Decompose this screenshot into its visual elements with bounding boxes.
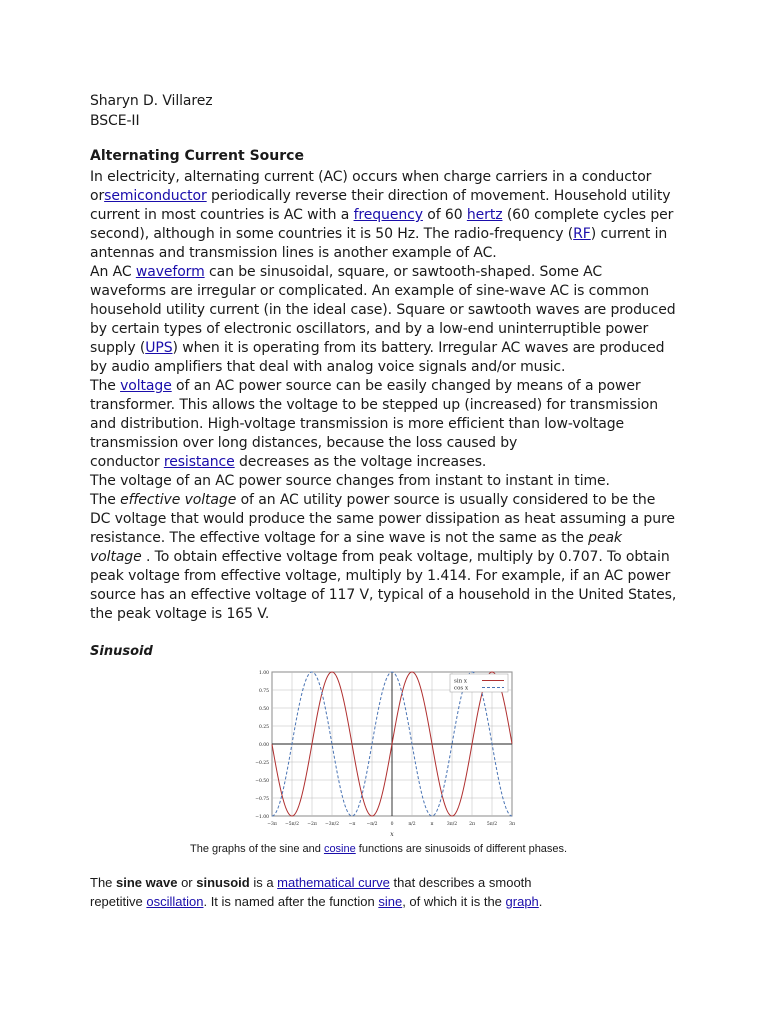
text-line: An AC waveform can be sinusoidal, square, or sawtooth-shaped. Some AC: [90, 264, 603, 280]
text-line: by certain types of electronic oscillators, and by a low-end uninterruptible power: [90, 321, 649, 337]
mathematical-curve-link[interactable]: mathematical curve: [277, 875, 390, 890]
course-label: BSCE-II: [90, 112, 140, 129]
text-line: second), although in some countries it is 50 Hz. The radio-frequency (RF) current in: [90, 226, 668, 242]
text-line: source has an effective voltage of 117 V, typical of a household in the United States,: [90, 587, 677, 603]
text-line: The sine wave or sinusoid is a mathematical curve that describes a smooth: [90, 875, 532, 890]
author-block: [90, 92, 680, 131]
legend-label: cos x: [454, 685, 469, 692]
y-tick-label: −0.75: [255, 797, 269, 802]
text-line: The voltage of an AC power source changes from instant to instant in time.: [90, 473, 610, 489]
text-line: and distribution. High-voltage transmission is more efficient than low-voltage: [90, 416, 625, 432]
resistance-link[interactable]: resistance: [163, 454, 235, 470]
document-title: Alternating Current Source: [90, 148, 304, 164]
text-line: waveforms are irregular or complicated. An example of sine-wave AC is common: [90, 283, 650, 299]
text-line: DC voltage that would produce the same power dissipation as heat assuming a pure: [90, 511, 675, 527]
x-tick-label: 3π/2: [446, 822, 458, 827]
section-heading-sinusoid: Sinusoid: [90, 644, 153, 659]
rf-link[interactable]: RF: [573, 226, 591, 242]
text-line: the peak voltage is 165 V.: [90, 606, 270, 622]
text-line: orsemiconductor periodically reverse their direction of movement. Household utility: [90, 188, 671, 204]
cosine-link[interactable]: cosine: [323, 843, 356, 855]
graph-link[interactable]: graph: [505, 894, 539, 909]
text-line: The voltage of an AC power source can be easily changed by means of a power: [90, 378, 641, 394]
text-line: The effective voltage of an AC utility power source is usually considered to be the: [90, 492, 656, 508]
text-line: resistance. The effective voltage for a sine wave is not the same as the peak: [90, 530, 622, 546]
frequency-link[interactable]: frequency: [353, 207, 423, 223]
author-name: Sharyn D. Villarez: [90, 93, 213, 109]
x-tick-label: 2π: [469, 822, 475, 827]
x-tick-label: π: [430, 822, 434, 827]
text-line: by audio amplifiers that deal with analog voice signals and/or music.: [90, 359, 566, 375]
x-tick-label: −2π: [307, 822, 317, 827]
text-line: peak voltage from effective voltage, multiply by 1.414. For example, if an AC power: [90, 568, 671, 584]
legend-label: sin x: [454, 678, 467, 685]
x-tick-label: π/2: [408, 822, 416, 827]
y-tick-label: 0.50: [258, 707, 269, 712]
x-tick-label: 3π: [509, 822, 515, 827]
text-line: supply (UPS) when it is operating from its battery. Irregular AC waves are produced: [90, 340, 665, 356]
text-line: household utility current (in the ideal case). Square or sawtooth waves are produced: [90, 302, 676, 318]
body-content: [90, 168, 680, 624]
x-tick-label: −3π/2: [325, 822, 339, 827]
text-line: antennas and transmission lines is another example of AC.: [90, 245, 497, 261]
x-tick-label: −5π/2: [285, 822, 299, 827]
y-tick-label: 1.00: [258, 671, 269, 676]
text-line: repetitive oscillation. It is named after the function sine, of which it is the graph.: [90, 894, 543, 909]
text-line: current in most countries is AC with a frequency of 60 hertz (60 complete cycles per: [90, 207, 674, 223]
y-tick-label: 0.75: [258, 689, 269, 694]
y-tick-label: 0.00: [258, 743, 269, 748]
voltage-link[interactable]: voltage: [120, 378, 172, 394]
x-axis-label: x: [390, 831, 394, 838]
text-line: transmission over long distances, because the loss caused by: [90, 435, 518, 451]
text-line: conductor resistance decreases as the voltage increases.: [90, 454, 487, 470]
sine-cosine-chart: [250, 664, 520, 840]
semiconductor-link[interactable]: semiconductor: [104, 188, 207, 204]
ups-link[interactable]: UPS: [145, 340, 173, 356]
x-tick-label: 0: [390, 822, 394, 827]
waveform-link[interactable]: waveform: [135, 264, 205, 280]
x-tick-label: 5π/2: [486, 822, 498, 827]
x-tick-label: −3π: [267, 822, 277, 827]
y-tick-label: −1.00: [255, 815, 269, 820]
sine-link[interactable]: sine: [378, 894, 403, 909]
oscillation-link[interactable]: oscillation: [146, 894, 204, 909]
text-line: transformer. This allows the voltage to be stepped up (increased) for transmission: [90, 397, 658, 413]
hertz-link[interactable]: hertz: [466, 207, 503, 223]
text-line: In electricity, alternating current (AC) occurs when charge carriers in a conductor: [90, 169, 652, 185]
text-line: voltage . To obtain effective voltage from peak voltage, multiply by 0.707. To obtain: [90, 549, 670, 565]
chart-caption: The graphs of the sine and cosine functions are sinusoids of different phases.: [190, 843, 568, 855]
y-tick-label: −0.50: [255, 779, 269, 784]
y-tick-label: 0.25: [258, 725, 269, 730]
x-tick-label: −π: [348, 822, 356, 827]
x-tick-label: −π/2: [366, 822, 378, 827]
sinusoid-description: [90, 873, 610, 911]
y-tick-label: −0.25: [255, 761, 269, 766]
